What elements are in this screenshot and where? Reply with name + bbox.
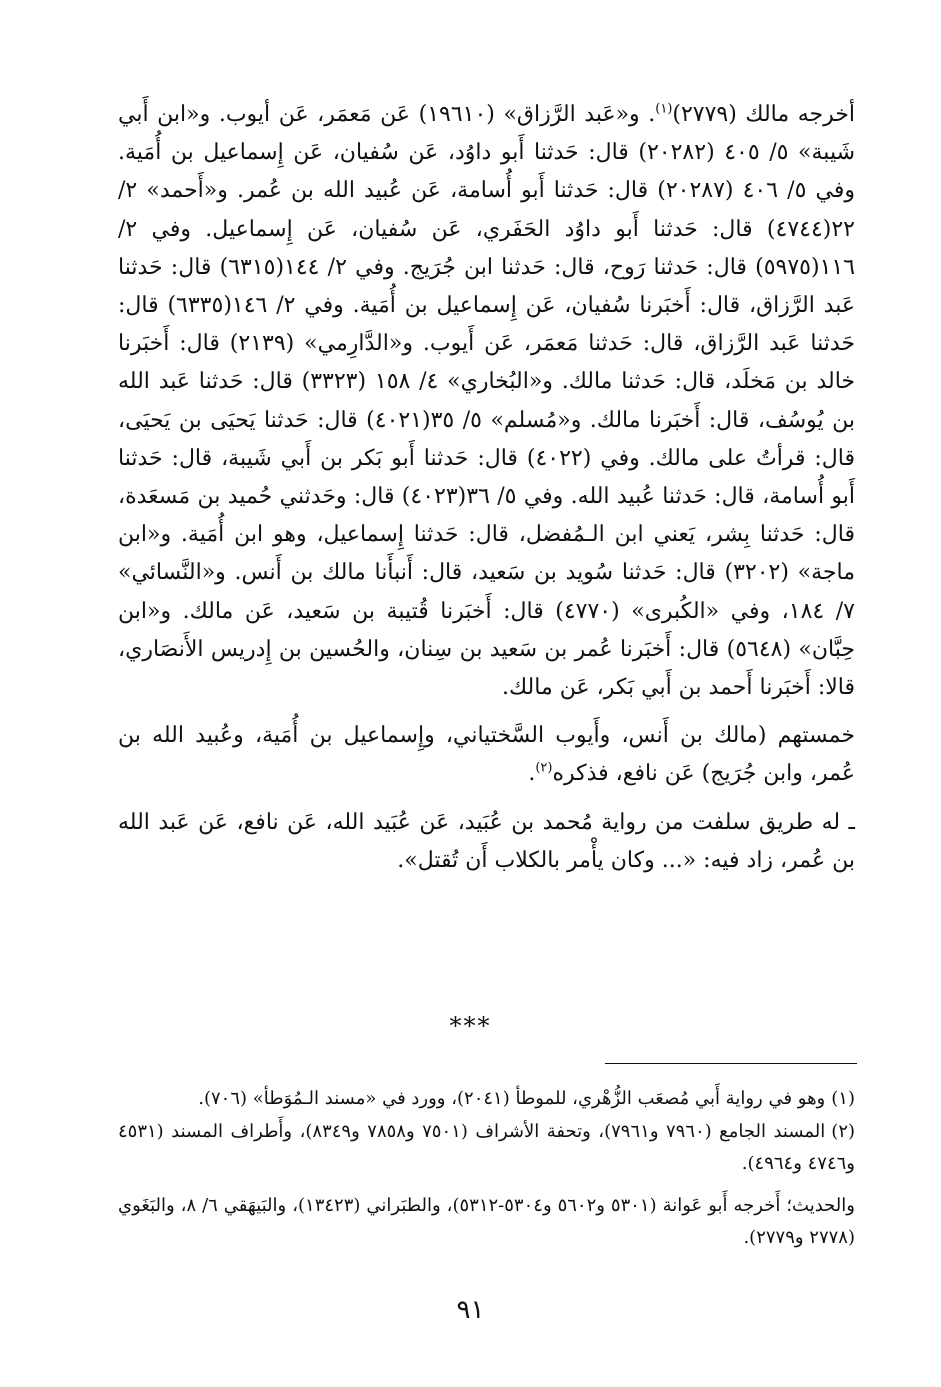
- page-number: ٩١: [456, 1295, 485, 1325]
- footnote-divider: [605, 1063, 857, 1064]
- footnote-number: (١): [831, 1088, 855, 1109]
- footnote-number: (٢): [831, 1120, 856, 1142]
- paragraph-summary-text: خمستهم (مالك بن أَنس، وأَيوب السَّختياني، وإِسماعيل بن أُمَية، وعُبيد الله بن عُمر، وابن جُرَيج) عَن نافع، فذكره: [118, 723, 855, 787]
- section-separator: ***: [449, 1012, 492, 1040]
- paragraph-summary-end: .: [528, 761, 536, 787]
- footnote-1: [118, 1083, 855, 1116]
- paragraph-takhrij-start: أخرجه مالك (٢٧٧٩): [672, 102, 855, 127]
- paragraph-summary: [118, 717, 855, 793]
- footnote-text: المسند الجامع (٧٩٦٠ و٧٩٦١)، وتحفة الأشراف (٧٥٠١ و٧٨٥٨ و٨٣٤٩)، وأَطراف المسند (٤٥٣١ و٤٧٤٦ و٤٩٦٤).: [118, 1120, 855, 1174]
- paragraph-takhrij: [118, 96, 855, 707]
- footnote-ref-2: (٢): [535, 761, 553, 777]
- paragraph-takhrij-rest: . و«عَبد الرَّزاق» (١٩٦١٠) عَن مَعمَر، عَن أيوب. و«ابن أَبي شَيبة» ٥/ ٤٠٥ (٢٠٢٨٢) قال: حَدثنا أَبو داوُد، عَن سُفيان، عَن إِسماعيل بن أُمَية. وفي ٥/ ٤٠٦ (٢٠٢٨٧) قال: حَدثنا أَبو أُسامة، عَن عُبيد الله بن عُمر. و«أَحمد» ٢/ ٢٢(٤٧٤٤) قال: حَدثنا أَبو داوُد الحَفَري، عَن سُفيان، عَن إِسماعيل. وفي ٢/ ١١٦(٥٩٧٥) قال: حَدثنا رَوح، قال: حَدثنا ابن جُرَيج. وفي ٢/ ١٤٤(٦٣١٥) قال: حَدثنا عَبد الرَّزاق، قال: أَخبَرنا سُفيان، عَن إِسماعيل بن أُمَية. وفي ٢/ ١٤٦(٦٣٣٥) قال: حَدثنا عَبد الرَّزاق، قال: حَدثنا مَعمَر، عَن أَيوب. و«الدَّارِمي» (٢١٣٩) قال: أَخبَرنا خالد بن مَخلَد، قال: حَدثنا مالك. و«البُخاري» ٤/ ١٥٨ (٣٣٢٣) قال: حَدثنا عَبد الله بن يُوسُف، قال: أَخبَرنا مالك. و«مُسلم» ٥/ ٣٥(٤٠٢١) قال: حَدثنا يَحيَى بن يَحيَى، قال: قرأتُ على مالك. وفي (٤٠٢٢) قال: حَدثنا أَبو بَكر بن أَبي شَيبة، قال: حَدثنا أَبو أُسامة، قال: حَدثنا عُبيد الله. وفي ٥/ ٣٦(٤٠٢٣) قال: وحَدثني حُميد بن مَسعَدة، قال: حَدثنا بِشر، يَعني ابن الـمُفضل، قال: حَدثنا إِسماعيل، وهو ابن أُمَية. و«ابن ماجة» (٣٢٠٢) قال: حَدثنا سُويد بن سَعيد، قال: أَنبأَنا مالك بن أَنس. و«النَّسائي» ٧/ ١٨٤، وفي «الكُبرى» (٤٧٧٠) قال: أَخبَرنا قُتيبة بن سَعيد، عَن مالك. و«ابن حِبَّان» (٥٦٤٨) قال: أَخبَرنا عُمر بن سَعيد بن سِنان، والحُسين بن إِدريس الأَنصَاري، قالا: أَخبَرنا أَحمد بن أَبي بَكر، عَن مالك.: [118, 102, 856, 701]
- footnote-2-continued: والحديث؛ أَخرجه أَبو عَوانة (٥٣٠١ و٥٦٠٢ و٥٣٠٤-٥٣١٢)، والطبَراني (١٣٤٢٣)، والبَيهَقي ٦/ ٨، والبَغَوي (٢٧٧٨ و٢٧٧٩).: [118, 1194, 855, 1248]
- footnote-ref-1: (١): [655, 101, 673, 117]
- footnotes: [118, 1083, 855, 1255]
- paragraph-note: ـ له طريق سلفت من رواية مُحمد بن عُبَيد، عَن عُبَيد الله، عَن نافع، عَن عَبد الله بن عُمر، زاد فيه: «... وكان يأْمر بالكلاب أَن تُقتل».: [118, 809, 855, 873]
- footnote-text: وهو في رواية أَبي مُصعَب الزُّهْري، للموطأ (٢٠٤١)، وورد في «مسند الـمُوَطأ» (٧٠٦).: [198, 1088, 826, 1109]
- main-text: [118, 96, 855, 880]
- footnote-2: [118, 1116, 855, 1181]
